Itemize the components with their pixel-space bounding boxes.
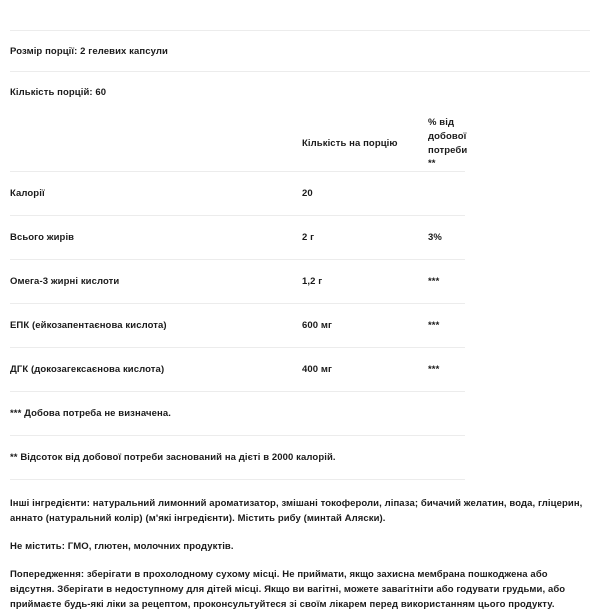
nutrient-amount: 2 г xyxy=(302,216,428,260)
column-header-daily-value: % від добової потреби ** xyxy=(428,117,468,170)
warning-paragraph: Попередження: зберігати в прохолодному сухому місці. Не приймати, якщо захисна мембрана пошкоджена або відсутня. Зберігати в недоступному для дітей місці. Якщо ви вагітні, можете завагітніти або годувати грудьми, або приймаєте будь-які ліки за рецептом, проконсультуйтеся зі своїм лікарем перед використанням цього продукту. xyxy=(10,569,566,611)
nutrition-table-body xyxy=(10,172,465,392)
footnote-text: *** Добова потреба не визначена. xyxy=(10,408,171,420)
footnote-daily-value-not-established xyxy=(10,392,590,435)
serving-size-row xyxy=(10,31,590,71)
servings-per-container-label: Кількість порцій: 60 xyxy=(10,86,107,98)
column-header-amount-per-serving: Кількість на порцію xyxy=(302,137,398,149)
other-ingredients-paragraph: Інші інгредієнти: натуральний лимонний ароматизатор, змішані токофероли, ліпаза; бичачий желатин, вода, гліцерин, аннато (натуральний колір) (м'які інгредієнти). Містить рибу (минтай Аляски). xyxy=(10,498,583,525)
servings-per-container-row xyxy=(10,72,590,112)
nutrient-name: Всього жирів xyxy=(10,216,302,260)
table-row xyxy=(10,348,465,392)
nutrient-daily-value xyxy=(428,172,465,216)
nutrient-daily-value: *** xyxy=(428,348,465,392)
nutrient-daily-value: 3% xyxy=(428,216,465,260)
free-from-paragraph: Не містить: ГМО, глютен, молочних продуктів. xyxy=(10,541,234,553)
column-header-nutrient xyxy=(10,112,302,172)
nutrient-daily-value: *** xyxy=(428,260,465,304)
serving-size-label: Розмір порції: 2 гелевих капсули xyxy=(10,45,168,57)
table-row xyxy=(10,172,465,216)
nutrient-name: ДГК (докозагексаєнова кислота) xyxy=(10,348,302,392)
footnote-percent-daily-value-basis xyxy=(10,436,590,479)
table-row xyxy=(10,260,465,304)
nutrient-amount: 400 мг xyxy=(302,348,428,392)
supplement-text-block xyxy=(10,480,590,612)
table-row xyxy=(10,216,465,260)
nutrient-amount: 20 xyxy=(302,172,428,216)
table-row xyxy=(10,304,465,348)
nutrient-amount: 600 мг xyxy=(302,304,428,348)
nutrient-name: Калорії xyxy=(10,172,302,216)
nutrient-name: ЕПК (ейкозапентаєнова кислота) xyxy=(10,304,302,348)
table-header-row xyxy=(10,112,465,172)
nutrient-name: Омега-3 жирні кислоти xyxy=(10,260,302,304)
nutrient-amount: 1,2 г xyxy=(302,260,428,304)
nutrition-table xyxy=(10,112,468,391)
nutrition-table-head xyxy=(10,112,468,172)
footnote-text: ** Відсоток від добової потреби заснований на дієті в 2000 калорій. xyxy=(10,452,336,464)
nutrient-daily-value: *** xyxy=(428,304,465,348)
